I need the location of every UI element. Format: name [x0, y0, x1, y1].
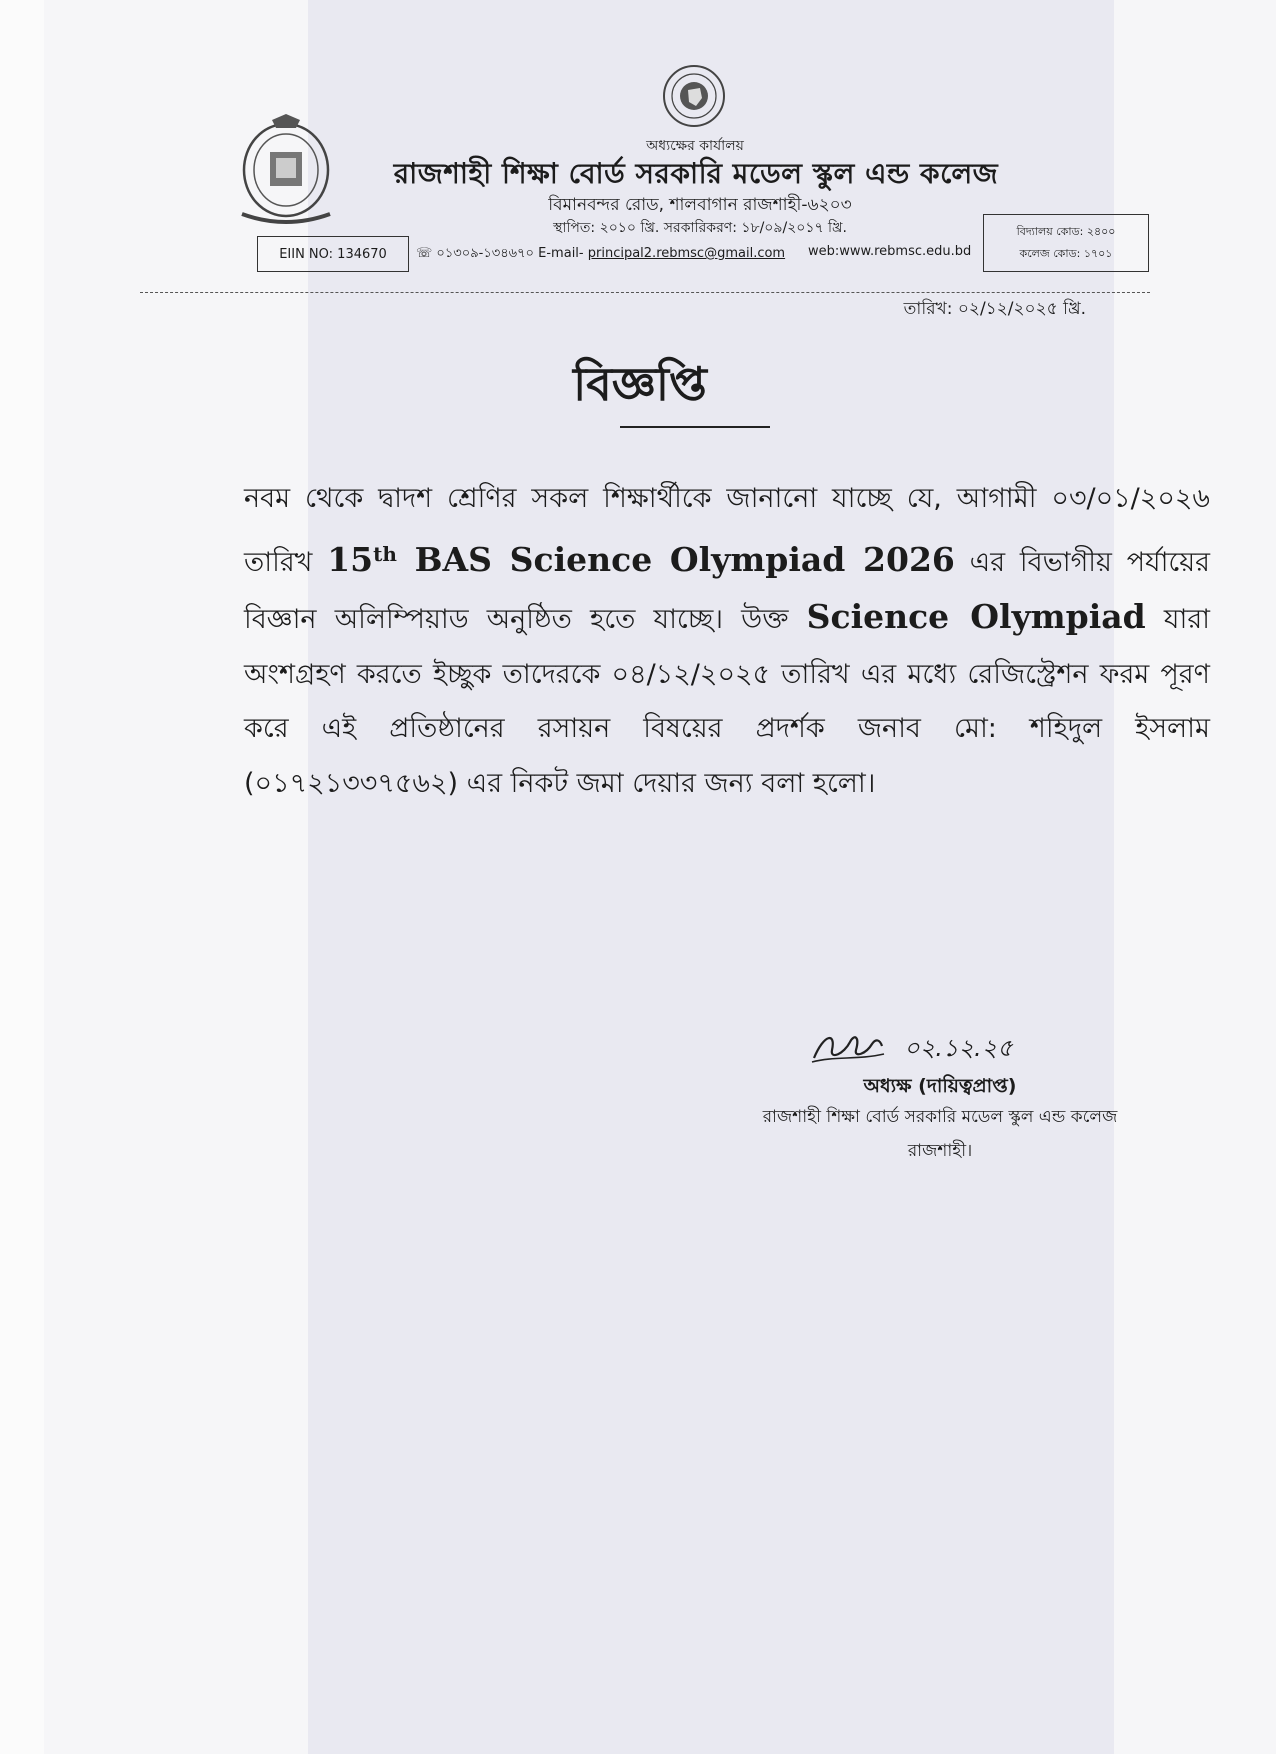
- phone-icon: ☏: [416, 246, 433, 261]
- body-part-3: যারা অংশগ্রহণ করতে ইচ্ছুক তাদেরকে ০৪/১২/২০২৫ তারিখ এর মধ্যে রেজিস্ট্রেশন ফরম পূরণ করে এই প্রতিষ্ঠানের রসায়ন বিষয়ের প্রদর্শক জনাব মো: শহিদুল ইসলাম (০১৭২১৩৩৭৫৬২) এর নিকট জমা দেয়ার জন্য বলা হলো।: [244, 604, 1210, 799]
- codes-box: [983, 214, 1149, 272]
- eiin-box: EIIN NO: 134670: [257, 236, 409, 272]
- government-seal-icon: [656, 64, 732, 128]
- notice-title: বিজ্ঞপ্তি: [573, 357, 707, 411]
- signatory-designation: অধ্যক্ষ (দায়িত্বপ্রাপ্ত): [863, 1075, 1017, 1097]
- signature-date: ০২.১২.২৫: [904, 1034, 1013, 1062]
- signature-scribble: [810, 1024, 886, 1068]
- college-code: কলেজ কোড: ১৭০১: [1019, 247, 1113, 260]
- established-info: স্থাপিত: ২০১০ খ্রি. সরকারিকরণ: ১৮/০৯/২০১৭ খ্রি.: [553, 220, 847, 236]
- signatory-city: রাজশাহী।: [907, 1141, 973, 1161]
- olympiad-ordinal: th: [373, 541, 397, 566]
- signatory-organization: রাজশাহী শিক্ষা বোর্ড সরকারি মডেল স্কুল এন্ড কলেজ: [762, 1107, 1118, 1127]
- website-link[interactable]: web:www.rebmsc.edu.bd: [808, 244, 972, 259]
- school-name: রাজশাহী শিক্ষা বোর্ড সরকারি মডেল স্কুল এন্ড কলেজ: [393, 157, 999, 190]
- body-part-1: নবম থেকে দ্বাদশ শ্রেণির সকল শিক্ষার্থীকে জানানো যাচ্ছে যে, আগামী ০৩/০১/২০২৬ তারিখ: [244, 483, 1210, 578]
- body-part-2: এর বিভাগীয় পর্যায়ের বিজ্ঞান অলিম্পিয়াড অনুষ্ঠিত হতে যাচ্ছে। উক্ত: [244, 546, 1211, 635]
- school-address: বিমানবন্দর রোড, শালবাগান রাজশাহী-৬২০৩: [548, 195, 852, 215]
- notice-date: তারিখ: ০২/১২/২০২৫ খ্রি.: [903, 299, 1086, 319]
- office-label: অধ্যক্ষের কার্যালয়: [646, 138, 744, 154]
- school-crest-icon: [236, 114, 336, 230]
- school-code: বিদ্যালয় কোড: ২৪০০: [1016, 225, 1116, 238]
- header-divider: [140, 292, 1150, 293]
- olympiad-name: BAS Science Olympiad 2026: [396, 539, 955, 579]
- phone-number: ০১৩০৯-১৩৪৬৭০: [436, 246, 535, 261]
- email-link[interactable]: principal2.rebmsc@gmail.com: [587, 246, 786, 261]
- science-olympiad-text: Science Olympiad: [806, 597, 1146, 636]
- contact-line: [416, 244, 786, 265]
- title-underline: [620, 426, 770, 428]
- email-prefix: E-mail-: [538, 246, 584, 261]
- olympiad-number: 15: [327, 539, 374, 579]
- notice-body: [244, 472, 1210, 811]
